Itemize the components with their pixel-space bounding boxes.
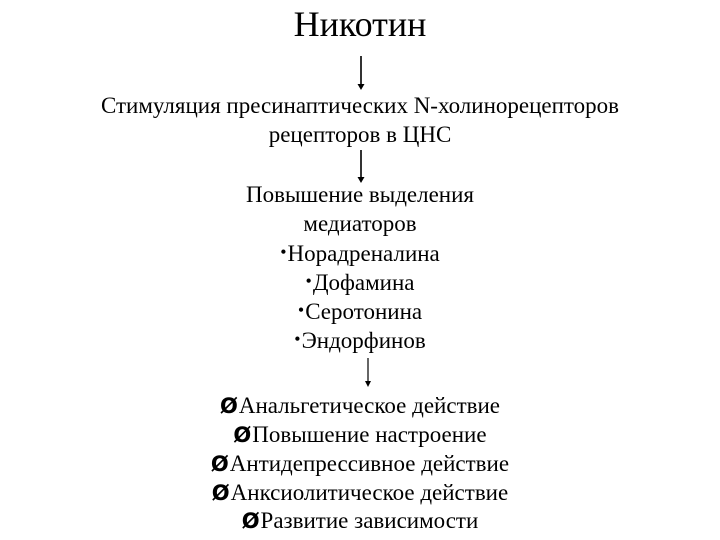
arrow-bullet-icon: Ø xyxy=(210,452,229,476)
arrow-bullet-icon: Ø xyxy=(219,394,238,418)
effect-label: Развитие зависимости xyxy=(260,508,479,533)
bullet-icon: • xyxy=(280,242,287,262)
mediator-item xyxy=(0,300,720,323)
effect-item xyxy=(0,481,720,504)
mediator-item xyxy=(0,242,720,265)
mediator-label: Норадреналина xyxy=(287,241,440,266)
effect-item xyxy=(0,509,720,532)
arrow-down-1 xyxy=(355,56,367,90)
stimulation-line-1: Стимуляция пресинаптических N-холинорецепторов xyxy=(100,93,620,118)
effect-item xyxy=(0,394,720,417)
arrow-down-3 xyxy=(362,358,374,388)
mediator-item xyxy=(0,329,720,352)
bullet-icon: • xyxy=(297,300,305,320)
increase-line-2: медиаторов xyxy=(303,211,417,236)
arrow-bullet-icon: Ø xyxy=(233,423,252,447)
mediator-item xyxy=(0,271,720,294)
effect-item xyxy=(0,423,720,446)
effect-label: Повышение настроение xyxy=(252,422,487,447)
effect-label: Антидепрессивное действие xyxy=(229,451,510,476)
effect-label: Анальгетическое действие xyxy=(238,393,500,418)
mediator-label: Серотонина xyxy=(305,299,423,324)
arrow-down-2 xyxy=(355,150,367,184)
bullet-icon: • xyxy=(305,271,312,291)
mediator-label: Эндорфинов xyxy=(301,328,426,353)
mediator-label: Дофамина xyxy=(312,270,415,295)
title-nicotine: Никотин xyxy=(293,4,427,44)
effect-label: Анксиолитическое действие xyxy=(230,480,509,505)
stimulation-line-2: рецепторов в ЦНС xyxy=(268,122,452,147)
effect-item xyxy=(0,452,720,475)
arrow-bullet-icon: Ø xyxy=(211,481,230,505)
arrow-bullet-icon: Ø xyxy=(241,509,260,533)
increase-line-1: Повышение выделения xyxy=(245,182,475,207)
bullet-icon: • xyxy=(294,329,301,349)
